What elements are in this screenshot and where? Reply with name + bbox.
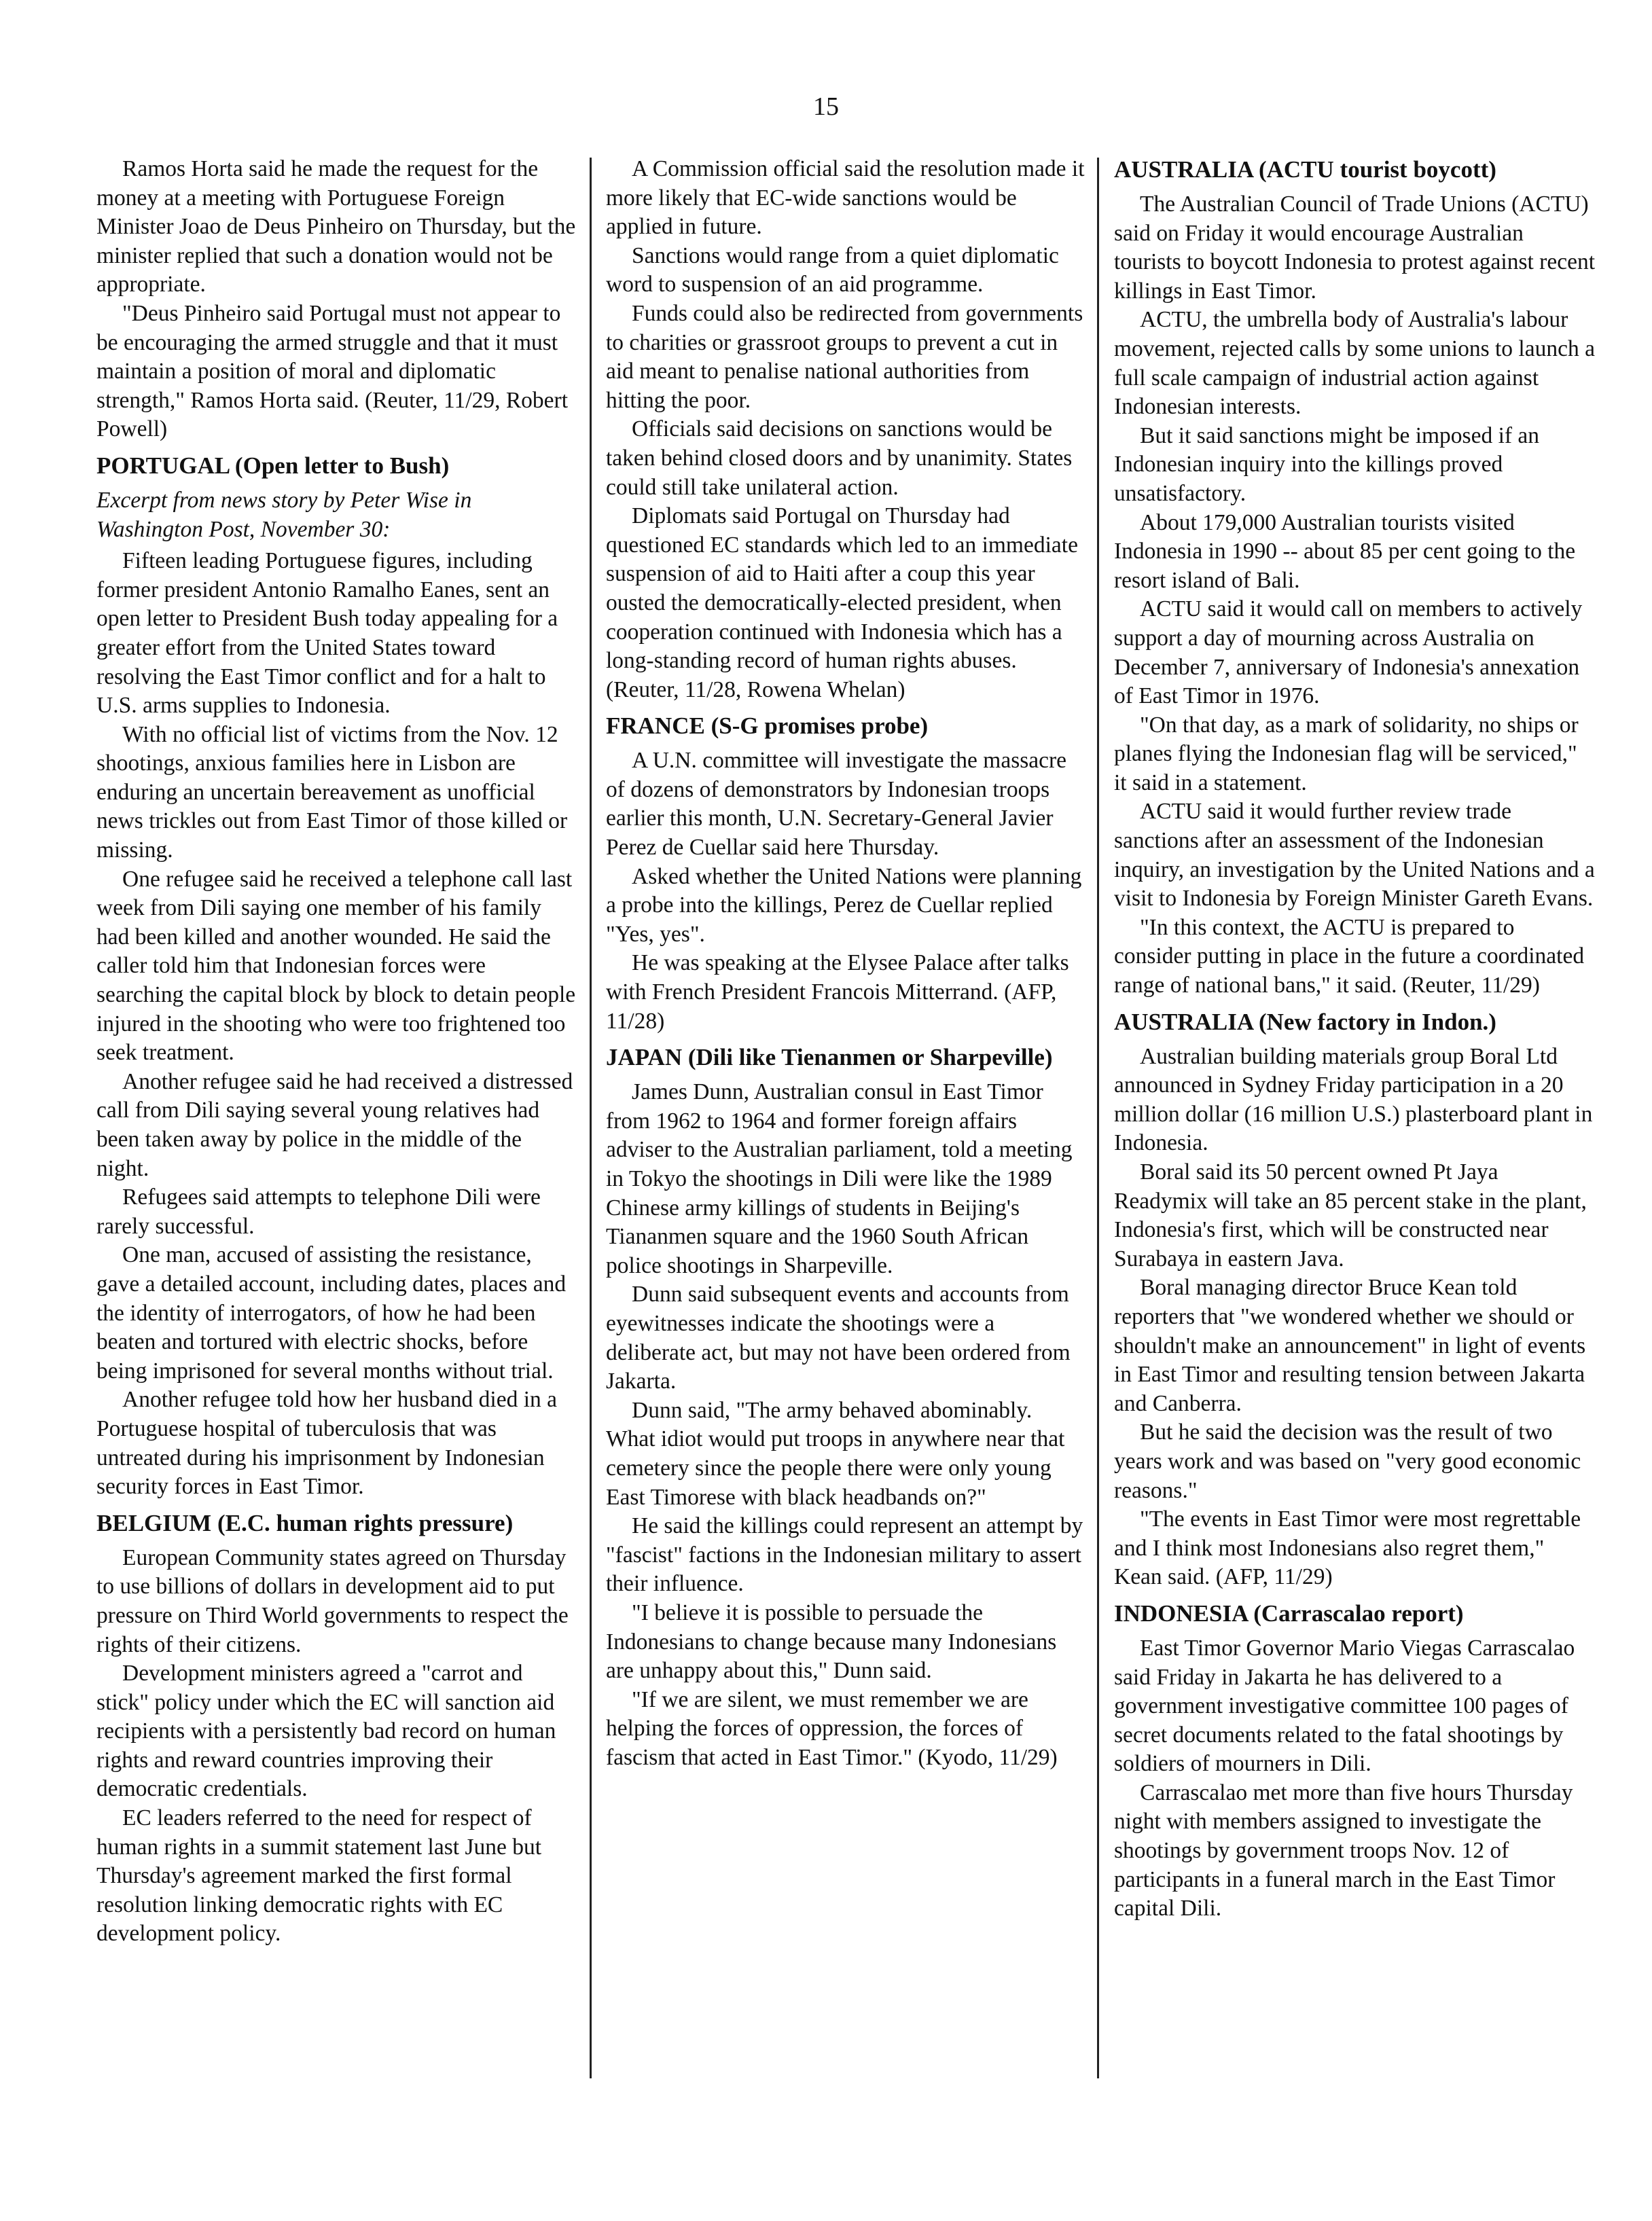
- paragraph: Officials said decisions on sanctions would be taken behind closed doors and by unanimity. States could still take unilateral action.: [606, 416, 1073, 500]
- section-heading-australia-factory: AUSTRALIA (New factory in Indon.): [1114, 1008, 1496, 1035]
- paragraph: Boral managing director Bruce Kean told reporters that "we wondered whether we should or shouldn't make an announcement" in light of events in East Timor and resulting tension between Jakarta and Canberra.: [1114, 1275, 1586, 1416]
- paragraph: But he said the decision was the result of two years work and was based on "very good economic reasons.": [1114, 1420, 1581, 1503]
- paragraph: Another refugee said he had received a distressed call from Dili saying several young relatives had been taken away by police in the middle of the night.: [96, 1068, 573, 1181]
- byline: Excerpt from news story by Peter Wise in Washington Post, November 30:: [96, 487, 472, 542]
- paragraph: The Australian Council of Trade Unions (ACTU) said on Friday it would encourage Australian tourists to boycott Indonesia to protest against recent killings in East Timor.: [1114, 192, 1595, 304]
- paragraph: ACTU said it would call on members to actively support a day of mourning across Australia on December 7, anniversary of Indonesia's annexation of East Timor in 1976.: [1114, 596, 1583, 709]
- paragraph: Refugees said attempts to telephone Dili were rarely successful.: [96, 1185, 541, 1239]
- paragraph: Development ministers agreed a "carrot and stick" policy under which the EC will sanction aid recipients with a persistently bad record on human rights and reward countries improving their democratic credentials.: [96, 1661, 556, 1802]
- paragraph: "I believe it is possible to persuade the Indonesians to change because many Indonesians are unhappy about this," Dunn said.: [606, 1600, 1057, 1684]
- paragraph: European Community states agreed on Thursday to use billions of dollars in development aid to put pressure on Third World governments to respect the rights of their citizens.: [96, 1545, 569, 1657]
- paragraph: He said the killings could represent an attempt by "fascist" factions in the Indonesian military to assert their influence.: [606, 1513, 1083, 1597]
- paragraph: Boral said its 50 percent owned Pt Jaya Readymix will take an 85 percent stake in the plant, Indonesia's first, which will be constructed near Surabaya in eastern Java.: [1114, 1159, 1587, 1271]
- section-heading-australia-actu: AUSTRALIA (ACTU tourist boycott): [1114, 156, 1496, 183]
- column-3: [1114, 155, 1595, 1924]
- paragraph: ACTU, the umbrella body of Australia's labour movement, rejected calls by some unions to launch a full scale campaign of industrial action against Indonesian interests.: [1114, 307, 1595, 420]
- paragraph: But it said sanctions might be imposed if an Indonesian inquiry into the killings proved unsatisfactory.: [1114, 422, 1540, 506]
- paragraph: A Commission official said the resolution made it more likely that EC-wide sanctions would be applied in future.: [606, 156, 1085, 240]
- page-number: 15: [813, 92, 839, 121]
- paragraph: James Dunn, Australian consul in East Timor from 1962 to 1964 and former foreign affairs adviser to the Australian parliament, told a meeting in Tokyo the shootings in Dili were like the 1989 Chinese army killings of students in Beijing's Tiananmen square and the 1960 South African police shootings in Sharpeville.: [606, 1079, 1073, 1278]
- paragraph: "In this context, the ACTU is prepared to consider putting in place in the future a coordinated range of national bans," it said. (Reuter, 11/29): [1114, 914, 1585, 998]
- paragraph: Another refugee told how her husband died in a Portuguese hospital of tuberculosis that was untreated during his imprisonment by Indonesian security forces in East Timor.: [96, 1387, 558, 1500]
- paragraph: Diplomats said Portugal on Thursday had questioned EC standards which led to an immediate suspension of aid to Haiti after a coup this year ousted the democratically-elected president, when cooperation continued with Indonesia which has a long-standing record of human rights abuses. (Reuter, 11/28, Rowena Whelan): [606, 503, 1078, 702]
- column-2: [606, 155, 1085, 1772]
- paragraph: "Deus Pinheiro said Portugal must not appear to be encouraging the armed struggle and that it must maintain a position of moral and diplomatic strength," Ramos Horta said. (Reuter, 11/29, Robert Powell): [96, 300, 568, 442]
- paragraph: Sanctions would range from a quiet diplomatic word to suspension of an aid programme.: [606, 242, 1059, 297]
- paragraph: A U.N. committee will investigate the massacre of dozens of demonstrators by Indonesian troops earlier this month, U.N. Secretary-General Javier Perez de Cuellar said here Thursday.: [606, 748, 1067, 861]
- paragraph: "The events in East Timor were most regrettable and I think most Indonesians also regret them," Kean said. (AFP, 11/29): [1114, 1506, 1581, 1590]
- section-heading-japan: JAPAN (Dili like Tienanmen or Sharpeville): [606, 1044, 1053, 1071]
- paragraph: About 179,000 Australian tourists visited Indonesia in 1990 -- about 85 per cent going to the resort island of Bali.: [1114, 509, 1576, 593]
- paragraph: Ramos Horta said he made the request for the money at a meeting with Portuguese Foreign Minister Joao de Deus Pinheiro on Thursday, but the minister replied that such a donation would not be appropriate.: [96, 156, 576, 297]
- paragraph: East Timor Governor Mario Viegas Carrascalao said Friday in Jakarta he has delivered to a government investigative committee 100 pages of secret documents related to the fatal shootings by soldiers of mourners in Dili.: [1114, 1635, 1575, 1777]
- paragraph: ACTU said it would further review trade sanctions after an assessment of the Indonesian inquiry, an investigation by the United Nations and a visit to Indonesia by Foreign Minister Gareth Evans.: [1114, 799, 1595, 911]
- paragraph: Asked whether the United Nations were planning a probe into the killings, Perez de Cuellar replied "Yes, yes".: [606, 863, 1082, 947]
- paragraph: Dunn said, "The army behaved abominably. What idiot would put troops in anywhere near that cemetery since the people there were only young East Timorese with black headbands on?": [606, 1397, 1065, 1510]
- paragraph: "If we are silent, we must remember we are helping the forces of oppression, the forces of fascism that acted in East Timor." (Kyodo, 11/29): [606, 1686, 1058, 1770]
- paragraph: One refugee said he received a telephone call last week from Dili saying one member of his family had been killed and another wounded. He said the caller told him that Indonesian forces were searching the capital block by block to detain people injured in the shooting who were too frightened too seek treatment.: [96, 866, 576, 1066]
- paragraph: Fifteen leading Portuguese figures, including former president Antonio Ramalho Eanes, sent an open letter to President Bush today appealing for a greater effort from the United States toward resolving the East Timor conflict and for a halt to U.S. arms supplies to Indonesia.: [96, 548, 558, 719]
- column-divider: [590, 158, 592, 2078]
- column-divider: [1097, 158, 1099, 2078]
- paragraph: Carrascalao met more than five hours Thursday night with members assigned to investigate the shootings by government troops Nov. 12 of participants in a funeral march in the East Timor capital Dili.: [1114, 1780, 1573, 1921]
- paragraph: Dunn said subsequent events and accounts from eyewitnesses indicate the shootings were a deliberate act, but may not have been ordered from Jakarta.: [606, 1282, 1071, 1394]
- paragraph: EC leaders referred to the need for respect of human rights in a summit statement last June but Thursday's agreement marked the first formal resolution linking democratic rights with EC development policy.: [96, 1805, 542, 1947]
- paragraph: "On that day, as a mark of solidarity, no ships or planes flying the Indonesian flag will be serviced," it said in a statement.: [1114, 712, 1579, 795]
- column-1: [96, 155, 577, 1949]
- section-heading-portugal: PORTUGAL (Open letter to Bush): [96, 452, 450, 479]
- paragraph: Australian building materials group Boral Ltd announced in Sydney Friday participation in a 20 million dollar (16 million U.S.) plasterboard plant in Indonesia.: [1114, 1043, 1593, 1156]
- paragraph: With no official list of victims from the Nov. 12 shootings, anxious families here in Lisbon are enduring an uncertain bereavement as unofficial news trickles out from East Timor of those killed or missing.: [96, 721, 568, 863]
- section-heading-indonesia: INDONESIA (Carrascalao report): [1114, 1600, 1464, 1627]
- section-heading-belgium: BELGIUM (E.C. human rights pressure): [96, 1509, 514, 1536]
- paragraph: He was speaking at the Elysee Palace after talks with French President Francois Mitterrand. (AFP, 11/28): [606, 950, 1069, 1034]
- paragraph: One man, accused of assisting the resistance, gave a detailed account, including dates, places and the identity of interrogators, of how he had been beaten and tortured with electric shocks, before being imprisoned for several months without trial.: [96, 1242, 567, 1384]
- paragraph: Funds could also be redirected from governments to charities or grassroot groups to prevent a cut in aid meant to penalise national authorities from hitting the poor.: [606, 300, 1083, 413]
- section-heading-france: FRANCE (S-G promises probe): [606, 712, 929, 740]
